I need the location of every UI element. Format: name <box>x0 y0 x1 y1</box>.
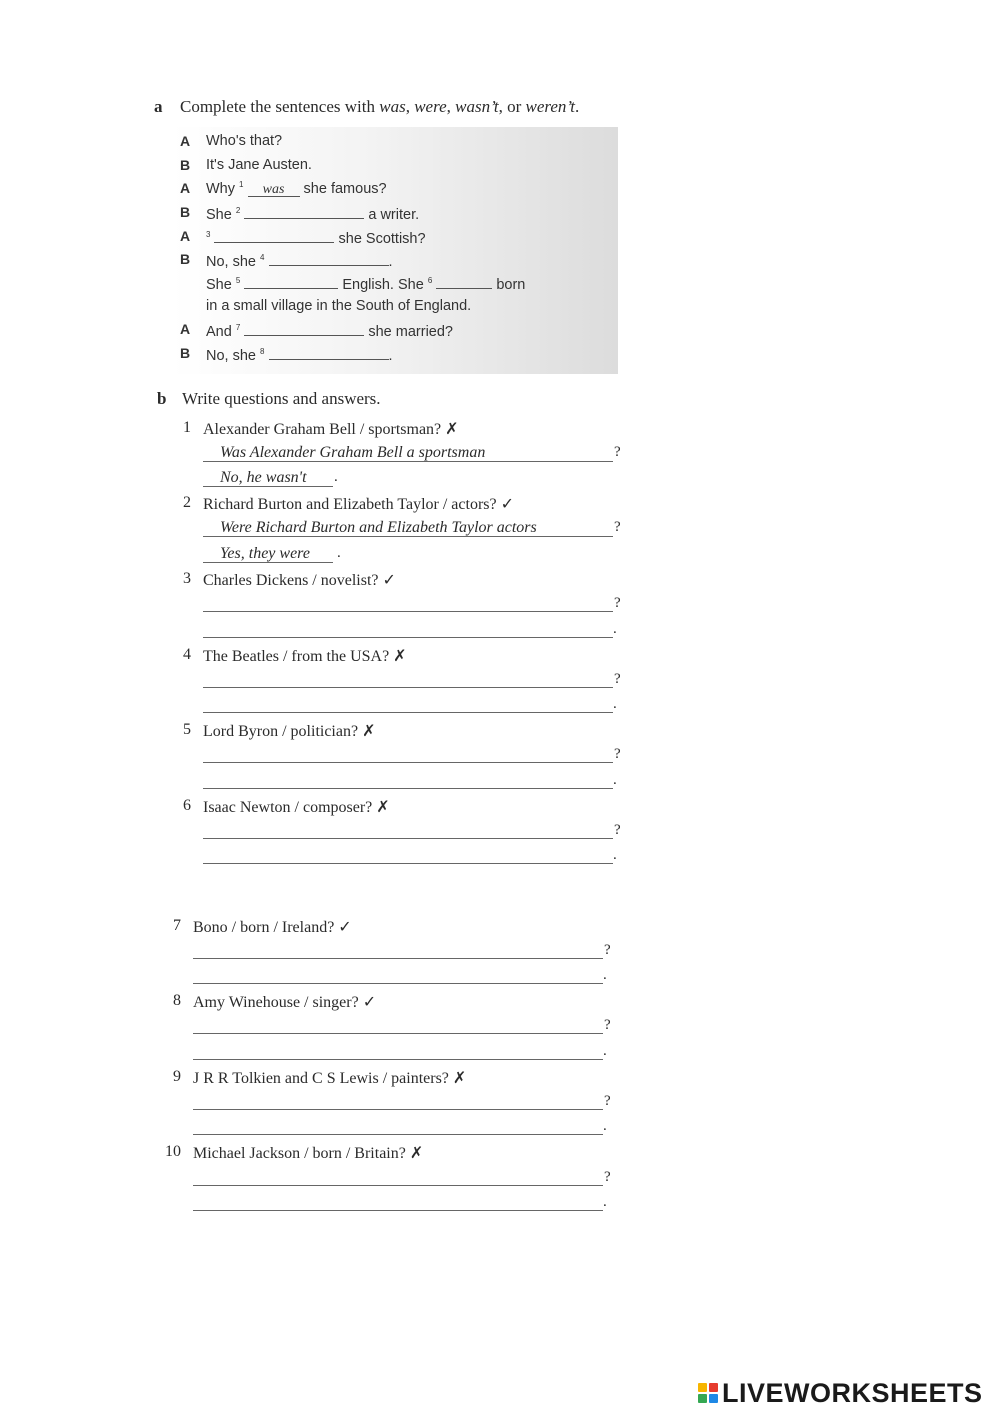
speaker-label: A <box>180 180 191 196</box>
question-mark: ? <box>604 1017 611 1033</box>
dialogue-line: in a small village in the South of England. <box>206 298 472 314</box>
question-prompt: The Beatles / from the USA? ✗ <box>203 648 407 665</box>
question-number: 10 <box>165 1143 181 1160</box>
logo-text: LIVEWORKSHEETS <box>722 1377 983 1408</box>
period: . <box>337 545 341 561</box>
question-prompt: Isaac Newton / composer? ✗ <box>203 799 390 816</box>
short-answer-line[interactable] <box>193 1134 603 1135</box>
question-answer-line[interactable] <box>203 687 613 688</box>
short-answer-line[interactable] <box>193 1059 603 1060</box>
blank-3[interactable] <box>214 228 334 243</box>
question-prompt: Michael Jackson / born / Britain? ✗ <box>193 1145 424 1162</box>
question-number: 5 <box>183 721 191 738</box>
short-answer-line[interactable] <box>193 1210 603 1211</box>
section-a-letter: a <box>154 97 163 116</box>
dialogue-line: It's Jane Austen. <box>206 157 312 173</box>
question-answer-text: Was Alexander Graham Bell a sportsman <box>220 444 486 461</box>
question-mark: ? <box>604 1093 611 1109</box>
speaker-label: B <box>180 345 191 361</box>
short-answer-line[interactable] <box>203 788 613 789</box>
dialogue-line: No, she $^4$ . <box>206 251 393 270</box>
dialogue-line: And $^7$ she married? <box>206 321 453 340</box>
dialogue-line: She $^2$ a writer. <box>206 204 419 223</box>
question-mark: ? <box>614 822 621 838</box>
question-answer-line[interactable] <box>193 958 603 959</box>
short-answer-line[interactable] <box>203 637 613 638</box>
liveworksheets-logo <box>698 1378 983 1408</box>
speaker-label: B <box>180 251 191 267</box>
question-answer-line[interactable] <box>203 762 613 763</box>
question-prompt: Alexander Graham Bell / sportsman? ✗ <box>203 421 459 438</box>
question-number: 8 <box>173 992 181 1009</box>
blank-2[interactable] <box>244 204 364 219</box>
dialogue-line: No, she $^8$ . <box>206 345 393 364</box>
period: . <box>603 1043 607 1059</box>
dialogue-line: She $^5$ English. She $^6$ born <box>206 274 525 293</box>
period: . <box>613 621 617 637</box>
liveworksheets-logo-icon <box>698 1383 718 1403</box>
period: . <box>613 847 617 863</box>
period: . <box>603 1118 607 1134</box>
blank-4[interactable] <box>269 251 389 266</box>
blank-1[interactable]: was <box>248 182 300 197</box>
question-number: 3 <box>183 570 191 587</box>
blank-5[interactable] <box>244 274 338 289</box>
period: . <box>613 772 617 788</box>
blank-7[interactable] <box>244 321 364 336</box>
question-number: 2 <box>183 494 191 511</box>
question-number: 6 <box>183 797 191 814</box>
question-answer-line[interactable] <box>193 1185 603 1186</box>
short-answer-line[interactable] <box>203 712 613 713</box>
question-prompt: Richard Burton and Elizabeth Taylor / actors? ✓ <box>203 496 515 513</box>
dialogue-line: $^3$ she Scottish? <box>206 228 426 247</box>
question-number: 7 <box>173 917 181 934</box>
question-mark: ? <box>614 746 621 762</box>
period: . <box>603 967 607 983</box>
speaker-label: A <box>180 228 191 244</box>
question-answer-line[interactable] <box>193 1109 603 1110</box>
question-number: 9 <box>173 1068 181 1085</box>
question-mark: ? <box>614 444 621 460</box>
question-prompt: J R R Tolkien and C S Lewis / painters? ✗ <box>193 1070 467 1087</box>
question-number: 4 <box>183 646 191 663</box>
short-answer-text: Yes, they were <box>220 545 310 562</box>
section-b-instruction: Write questions and answers. <box>182 389 381 408</box>
question-answer-line[interactable] <box>193 1033 603 1034</box>
period: . <box>603 1194 607 1210</box>
short-answer-line[interactable] <box>203 863 613 864</box>
speaker-label: A <box>180 321 191 337</box>
question-prompt: Bono / born / Ireland? ✓ <box>193 919 352 936</box>
period: . <box>613 696 617 712</box>
dialogue-line: Why $^1$ was she famous? <box>206 180 387 197</box>
question-mark: ? <box>614 519 621 535</box>
question-answer-text: Were Richard Burton and Elizabeth Taylor actors <box>220 519 537 536</box>
question-mark: ? <box>604 942 611 958</box>
question-mark: ? <box>614 671 621 687</box>
question-prompt: Amy Winehouse / singer? ✓ <box>193 994 377 1011</box>
question-answer-line[interactable] <box>203 611 613 612</box>
speaker-label: B <box>180 204 191 220</box>
blank-8[interactable] <box>269 345 389 360</box>
question-prompt: Lord Byron / politician? ✗ <box>203 723 376 740</box>
section-b-letter: b <box>157 389 167 408</box>
speaker-label: A <box>180 133 191 149</box>
short-answer-line[interactable] <box>193 983 603 984</box>
question-prompt: Charles Dickens / novelist? ✓ <box>203 572 396 589</box>
question-mark: ? <box>614 595 621 611</box>
question-mark: ? <box>604 1169 611 1185</box>
speaker-label: B <box>180 157 191 173</box>
dialogue-line: Who's that? <box>206 133 283 149</box>
question-answer-line[interactable] <box>203 838 613 839</box>
blank-6[interactable] <box>436 274 492 289</box>
section-a-instruction: Complete the sentences with was, were, wasn’t, or weren’t. <box>180 97 580 116</box>
period: . <box>334 469 338 485</box>
question-number: 1 <box>183 419 191 436</box>
short-answer-text: No, he wasn't <box>220 469 307 486</box>
